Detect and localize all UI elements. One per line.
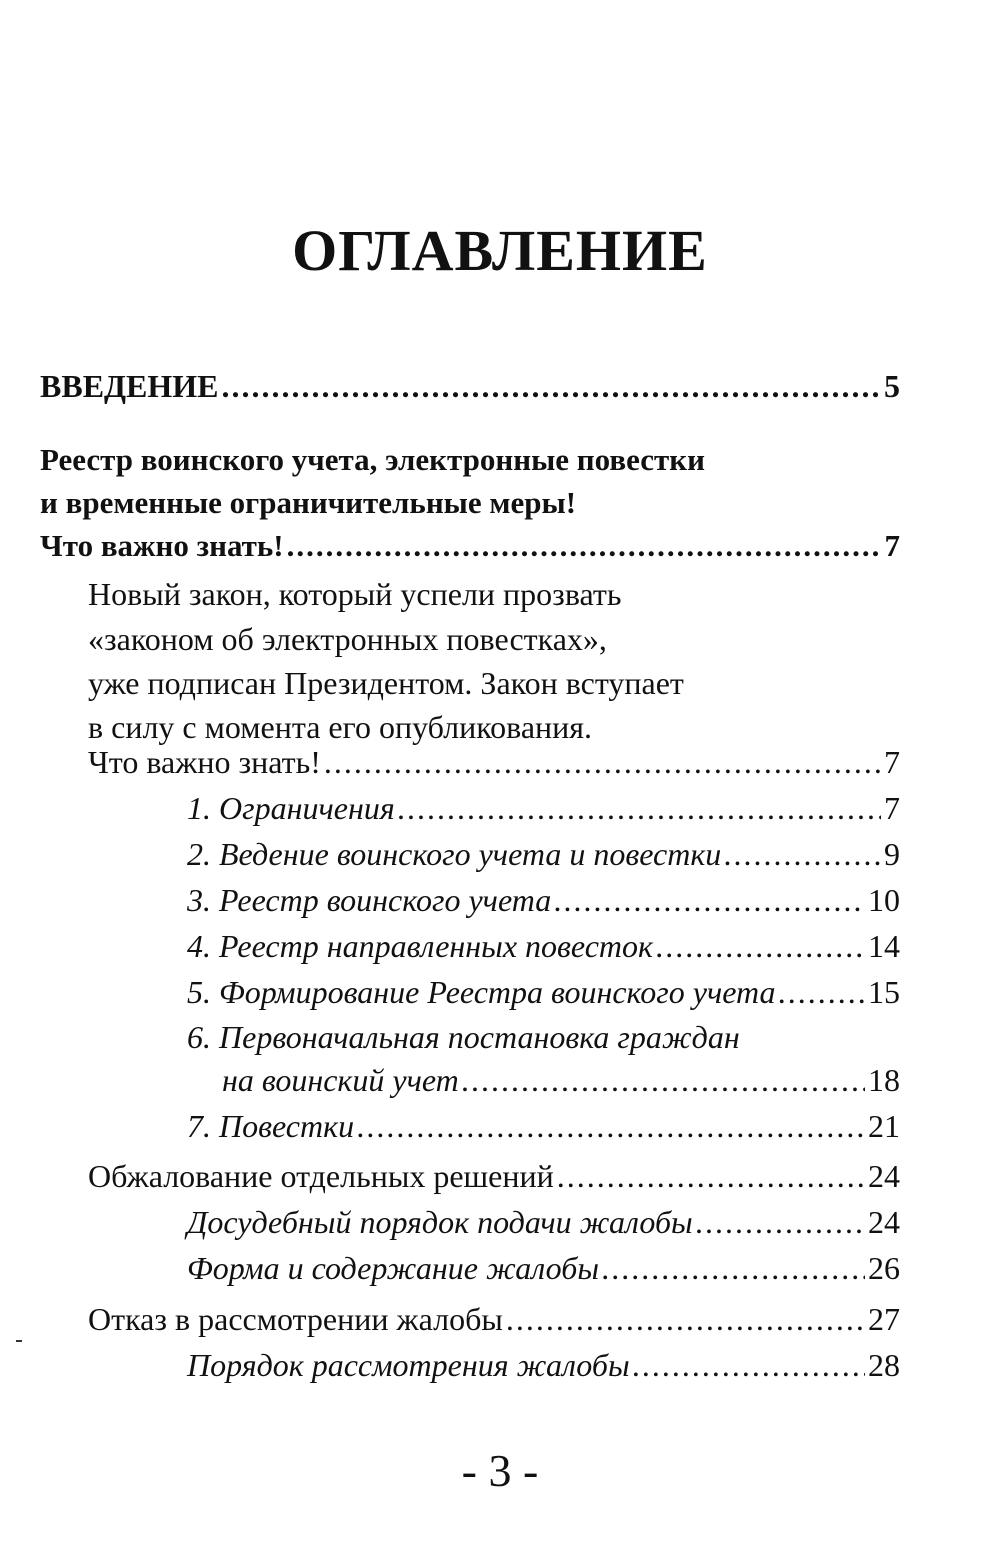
toc-leader-dots xyxy=(696,1206,865,1238)
toc-leader-dots xyxy=(462,1064,865,1096)
toc-entry-new-law-line2: «законом об электронных повестках», xyxy=(88,621,607,657)
toc-entry-new-law-line3: уже подписан Президентом. Закон вступает xyxy=(88,665,684,701)
toc-entry-label: Что важно знать! xyxy=(40,528,284,563)
toc-leader-dots xyxy=(287,530,882,561)
toc-entry-appeal-sub-2[interactable] xyxy=(187,1252,900,1284)
toc-entry-item-2[interactable] xyxy=(187,838,900,870)
toc-entry-registry-line1: Реестр воинского учета, электронные повестки xyxy=(40,442,705,477)
toc-leader-dots xyxy=(602,1252,865,1284)
toc-entry-refusal-sub-1[interactable] xyxy=(187,1349,900,1381)
toc-page-number: 15 xyxy=(868,974,900,1010)
toc-entry-label: 4. Реестр направленных повесток xyxy=(187,928,653,964)
toc-leader-dots xyxy=(398,792,881,824)
toc-page-number: 21 xyxy=(868,1108,900,1144)
toc-entry-new-law-line4: в силу с момента его опубликования. xyxy=(88,709,592,745)
toc-entry-item-6[interactable] xyxy=(222,1064,900,1096)
toc-page-number: 26 xyxy=(868,1250,900,1286)
toc-entry-intro[interactable] xyxy=(40,370,900,402)
toc-leader-dots xyxy=(724,838,881,870)
toc-page-number: 24 xyxy=(868,1158,900,1194)
toc-entry-item-4[interactable] xyxy=(187,930,900,962)
toc-page-number: 24 xyxy=(868,1204,900,1240)
page-number: - 3 - xyxy=(461,1445,539,1496)
toc-page-number: 7 xyxy=(884,744,900,780)
page-title: ОГЛАВЛЕНИЕ xyxy=(292,218,708,283)
toc-page-number: 9 xyxy=(884,836,900,872)
toc-leader-dots xyxy=(779,976,865,1008)
toc-entry-item-6-line1: 6. Первоначальная постановка граждан xyxy=(187,1019,740,1055)
toc-page-number: 5 xyxy=(884,368,900,404)
toc-leader-dots xyxy=(506,1303,865,1335)
toc-leader-dots xyxy=(324,746,881,778)
toc-entry-label: Что важно знать! xyxy=(88,744,321,780)
toc-page-number: 28 xyxy=(868,1347,900,1383)
toc-entry-appeal[interactable] xyxy=(88,1160,900,1192)
toc-entry-label: 3. Реестр воинского учета xyxy=(187,882,552,918)
toc-entry-registry[interactable] xyxy=(40,530,900,561)
toc-entry-label: Обжалование отдельных решений xyxy=(88,1158,554,1194)
toc-entry-label: 1. Ограничения xyxy=(187,790,395,826)
toc-entry-item-7[interactable] xyxy=(187,1110,900,1142)
toc-entry-label: Отказ в рассмотрении жалобы xyxy=(88,1301,503,1337)
toc-leader-dots xyxy=(357,1110,865,1142)
toc-entry-label: Форма и содержание жалобы xyxy=(187,1250,599,1286)
toc-entry-new-law-line1: Новый закон, который успели прозвать xyxy=(88,576,622,612)
toc-entry-registry-line2: и временные ограничительные меры! xyxy=(40,485,577,520)
toc-entry-label: Порядок рассмотрения жалобы xyxy=(187,1347,630,1383)
scan-edge-mark xyxy=(16,1340,22,1342)
toc-entry-label: ВВЕДЕНИЕ xyxy=(40,368,219,404)
toc-entry-label: 5. Формирование Реестра воинского учета xyxy=(187,974,776,1010)
toc-entry-label: на воинский учет xyxy=(222,1062,459,1098)
toc-page-number: 7 xyxy=(884,790,900,826)
toc-page-number: 14 xyxy=(868,928,900,964)
toc-entry-label: Досудебный порядок подачи жалобы xyxy=(187,1204,693,1240)
toc-entry-refusal[interactable] xyxy=(88,1303,900,1335)
toc-leader-dots xyxy=(633,1349,865,1381)
toc-leader-dots xyxy=(222,370,881,402)
toc-entry-item-5[interactable] xyxy=(187,976,900,1008)
toc-leader-dots xyxy=(656,930,865,962)
toc-entry-appeal-sub-1[interactable] xyxy=(187,1206,900,1238)
toc-page-number: 18 xyxy=(868,1062,900,1098)
toc-leader-dots xyxy=(554,884,865,916)
toc-entry-new-law[interactable] xyxy=(88,746,900,778)
toc-page-number: 7 xyxy=(884,528,900,563)
toc-page-number: 27 xyxy=(868,1301,900,1337)
toc-leader-dots xyxy=(557,1160,865,1192)
toc-entry-item-3[interactable] xyxy=(187,884,900,916)
toc-page-number: 10 xyxy=(868,882,900,918)
toc-entry-label: 7. Повестки xyxy=(187,1108,355,1144)
toc-entry-item-1[interactable] xyxy=(187,792,900,824)
toc-entry-label: 2. Ведение воинского учета и повестки xyxy=(187,836,722,872)
